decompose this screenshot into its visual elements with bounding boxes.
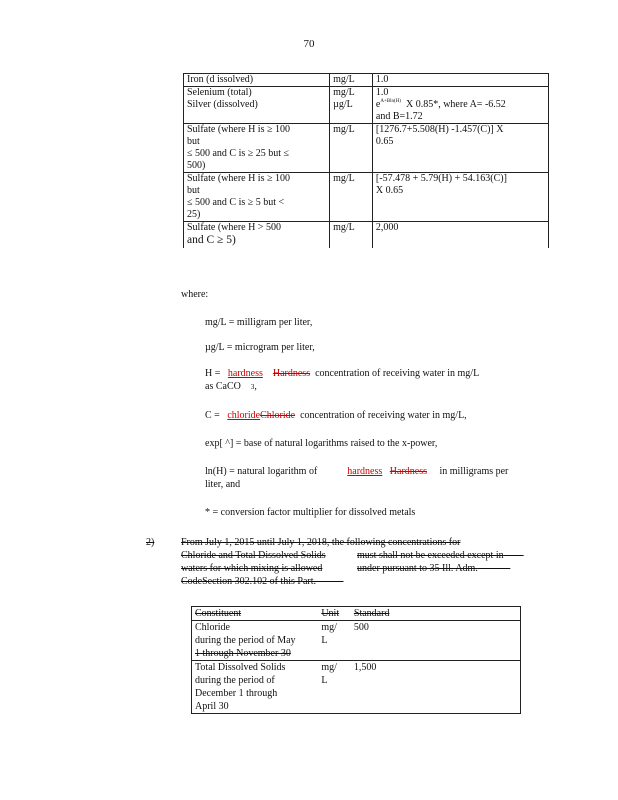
page-number: 70 (303, 38, 315, 50)
unit-cell: mg/L µg/L (330, 87, 373, 124)
constituent-cell: Chloride during the period of May 1 through November 30 (192, 621, 319, 661)
table-row (184, 87, 549, 124)
inserted-text: chloride (227, 410, 261, 421)
section-text-line-3a: waters for which mixing is allowed (181, 563, 323, 574)
definition-ugl: µg/L = microgram per liter, (205, 342, 315, 353)
table-row (184, 222, 549, 248)
unit-cell: mg/L (330, 74, 373, 87)
section-text-line-1: From July 1, 2015 until July 1, 2018, the following concentrations for (181, 537, 461, 548)
inserted-text: hardness (227, 368, 263, 379)
deleted-text: Hardness (389, 466, 427, 477)
constituent-cell: Selenium (total) Silver (dissolved) (184, 87, 330, 124)
seasonal-standards-table (191, 606, 521, 714)
standard-cell: 2,000 (372, 222, 548, 248)
constituent-standards-table (183, 73, 549, 248)
constituent-cell: Total Dissolved Solids during the period of December 1 through April 30 (192, 661, 319, 714)
unit-cell: mg/L (330, 173, 373, 222)
unit-cell: mg/ L (318, 661, 351, 714)
table-row (192, 621, 521, 661)
table-row (184, 173, 549, 222)
standard-cell: 1,500 (351, 661, 521, 714)
definition-h: H = hardness Hardness concentration of receiving water in mg/L (205, 368, 480, 379)
definition-ln-continued: liter, and (205, 479, 241, 490)
definition-exp: exp[ ^] = base of natural logarithms raised to the x-power, (205, 438, 438, 449)
standard-cell: [-57.478 + 5.79(H) + 54.163(C)] X 0.65 (372, 173, 548, 222)
table-row (184, 124, 549, 173)
definition-star: * = conversion factor multiplier for dissolved metals (205, 507, 416, 518)
definition-ln: ln(H) = natural logarithm of hardness Hardness in milligrams per (205, 466, 509, 477)
standard-cell: [1276.7+5.508(H) -1.457(C)] X 0.65 (372, 124, 548, 173)
standard-cell: 1.0 (372, 74, 548, 87)
section-number: 2) (146, 537, 155, 548)
unit-cell: mg/L (330, 124, 373, 173)
constituent-cell: Sulfate (where H is ≥ 100 but ≤ 500 and C is ≥ 5 but < 25) (184, 173, 330, 222)
definition-mgl: mg/L = milligram per liter, (205, 317, 313, 328)
constituent-cell: Sulfate (where H > 500 and C ≥ 5) (184, 222, 330, 248)
deleted-text: Chloride (260, 410, 296, 421)
table-row (184, 74, 549, 87)
header-unit: Unit (318, 607, 351, 621)
constituent-cell: Sulfate (where H is ≥ 100 but ≤ 500 and C is ≥ 25 but ≤ 500) (184, 124, 330, 173)
section-text-line-4: CodeSection 302.102 of this Part. (181, 576, 316, 587)
deleted-text: Hardness (272, 368, 311, 379)
definition-h-continued: as CaCO 3, (205, 381, 257, 392)
silver-formula: $e^{A+Bln(H)}$ X 0.85*, where A= -6.52 (375, 99, 506, 110)
inserted-text: hardness (347, 466, 383, 477)
header-constituent: Constituent (192, 607, 319, 621)
unit-cell: mg/L (330, 222, 373, 248)
table-header-row (192, 607, 521, 621)
where-label: where: (181, 289, 209, 300)
header-standard: Standard (351, 607, 521, 621)
standard-cell: 500 (351, 621, 521, 661)
constituent-cell: Iron (d issolved) (184, 74, 330, 87)
section-text-line-2b: must shall not be exceeded except in (357, 550, 504, 561)
section-text-line-2a: Chloride and Total Dissolved Solids (181, 550, 326, 561)
standard-cell: 1.0 $e^{A+Bln(H)}$ X 0.85*, where A= -6.52 and B=1.72 (372, 87, 548, 124)
definition-c: C = chlorideChloride concentration of receiving water in mg/L, (205, 410, 467, 421)
unit-cell: mg/ L (318, 621, 351, 661)
table-row (192, 661, 521, 714)
section-text-line-3b: under pursuant to 35 Ill. Adm. (357, 563, 478, 574)
